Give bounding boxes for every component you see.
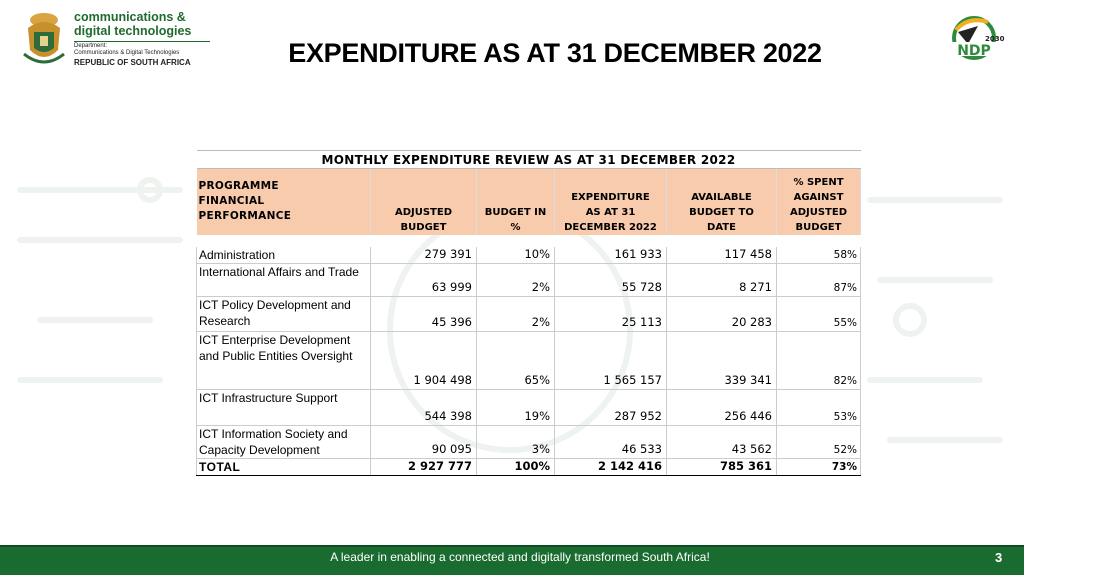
col-header-available: [667, 169, 777, 235]
page-number: 3: [995, 550, 1003, 565]
logo-line2: digital technologies: [74, 24, 192, 38]
available-cell: 117 458: [667, 247, 777, 264]
adjusted-budget-cell: 544 398: [371, 390, 477, 426]
pct-spent-cell: 55%: [777, 297, 861, 332]
col-header-line: DECEMBER 2022: [564, 221, 657, 233]
col-header-line: EXPENDITURE: [571, 191, 650, 203]
col-header-line: BUDGET: [400, 221, 447, 233]
footer-top-rule: [0, 545, 1024, 547]
col-header-line: %: [510, 221, 521, 233]
expenditure-cell: 287 952: [555, 390, 667, 426]
adjusted-budget-cell: 279 391: [371, 247, 477, 264]
col-header-line: BUDGET TO: [689, 206, 754, 218]
col-header-line: BUDGET IN: [484, 206, 547, 218]
pct-spent-cell: 58%: [777, 247, 861, 264]
total-adjusted-budget: 2 927 777: [371, 459, 477, 476]
table-row: [197, 247, 861, 264]
adjusted-budget-cell: 63 999: [371, 264, 477, 297]
available-cell: 43 562: [667, 426, 777, 459]
pct-spent-cell: 87%: [777, 264, 861, 297]
table-total-row: [197, 459, 861, 476]
adjusted-budget-cell: 45 396: [371, 297, 477, 332]
available-cell: 8 271: [667, 264, 777, 297]
budget-pct-cell: 2%: [477, 264, 555, 297]
header-spacer-row: [197, 235, 861, 247]
col-header-line: DATE: [707, 221, 736, 233]
pct-spent-cell: 52%: [777, 426, 861, 459]
logo-title: [74, 10, 191, 38]
total-pct-spent: 73%: [777, 459, 861, 476]
country-name: REPUBLIC OF SOUTH AFRICA: [74, 58, 191, 67]
col-header-adjusted-budget: [371, 169, 477, 235]
col-header-programme: [197, 169, 371, 235]
col-header-line: AVAILABLE: [691, 191, 752, 203]
expenditure-cell: 46 533: [555, 426, 667, 459]
ndp-year: 2030: [985, 35, 1005, 43]
pct-spent-cell: 53%: [777, 390, 861, 426]
table-row: [197, 332, 861, 390]
budget-pct-cell: 2%: [477, 297, 555, 332]
budget-pct-cell: 10%: [477, 247, 555, 264]
programme-name: ICT Information Society and Capacity Development: [197, 426, 371, 459]
expenditure-cell: 1 565 157: [555, 332, 667, 390]
adjusted-budget-cell: 1 904 498: [371, 332, 477, 390]
col-header-budget-pct: [477, 169, 555, 235]
total-available: 785 361: [667, 459, 777, 476]
programme-name: ICT Infrastructure Support: [197, 390, 371, 426]
available-cell: 256 446: [667, 390, 777, 426]
expenditure-cell: 25 113: [555, 297, 667, 332]
col-header-line: PROGRAMME: [198, 180, 279, 193]
pct-spent-cell: 82%: [777, 332, 861, 390]
col-header-line: PERFORMANCE: [198, 210, 292, 223]
col-header-expenditure: [555, 169, 667, 235]
programme-name: ICT Policy Development and Research: [197, 297, 371, 332]
table-caption: MONTHLY EXPENDITURE REVIEW AS AT 31 DECEMBER 2022: [197, 151, 861, 169]
table-row: [197, 264, 861, 297]
dept-full-name: Communications & Digital Technologies: [74, 50, 180, 56]
adjusted-budget-cell: 90 095: [371, 426, 477, 459]
expenditure-cell: 161 933: [555, 247, 667, 264]
col-header-line: % SPENT: [793, 176, 844, 188]
table-row: [197, 426, 861, 459]
expenditure-table: [196, 150, 861, 476]
table-row: [197, 390, 861, 426]
total-budget-pct: 100%: [477, 459, 555, 476]
programme-name: Administration: [197, 247, 371, 264]
col-header-line: AGAINST: [793, 191, 844, 203]
budget-pct-cell: 3%: [477, 426, 555, 459]
table-row: [197, 297, 861, 332]
page-title: EXPENDITURE AS AT 31 DECEMBER 2022: [288, 38, 822, 68]
expenditure-cell: 55 728: [555, 264, 667, 297]
logo-line1: communications &: [74, 10, 186, 24]
ndp-text: NDP: [957, 43, 991, 59]
col-header-line: ADJUSTED: [394, 206, 453, 218]
total-label: TOTAL: [197, 459, 371, 476]
ndp-2030-logo-icon: [948, 14, 1005, 64]
dept-label: Department:: [74, 43, 108, 49]
budget-pct-cell: 19%: [477, 390, 555, 426]
footer-tagline: A leader in enabling a connected and digitally transformed South Africa!: [330, 550, 710, 564]
col-header-line: ADJUSTED: [789, 206, 848, 218]
budget-pct-cell: 65%: [477, 332, 555, 390]
programme-name: ICT Enterprise Development and Public Entities Oversight: [197, 332, 371, 390]
col-header-line: BUDGET: [795, 221, 842, 233]
available-cell: 339 341: [667, 332, 777, 390]
col-header-line: FINANCIAL: [198, 195, 265, 208]
total-expenditure: 2 142 416: [555, 459, 667, 476]
available-cell: 20 283: [667, 297, 777, 332]
table-header-row: [197, 169, 861, 235]
programme-name: International Affairs and Trade: [197, 264, 371, 297]
col-header-line: AS AT 31: [585, 206, 636, 218]
col-header-pct-spent: [777, 169, 861, 235]
